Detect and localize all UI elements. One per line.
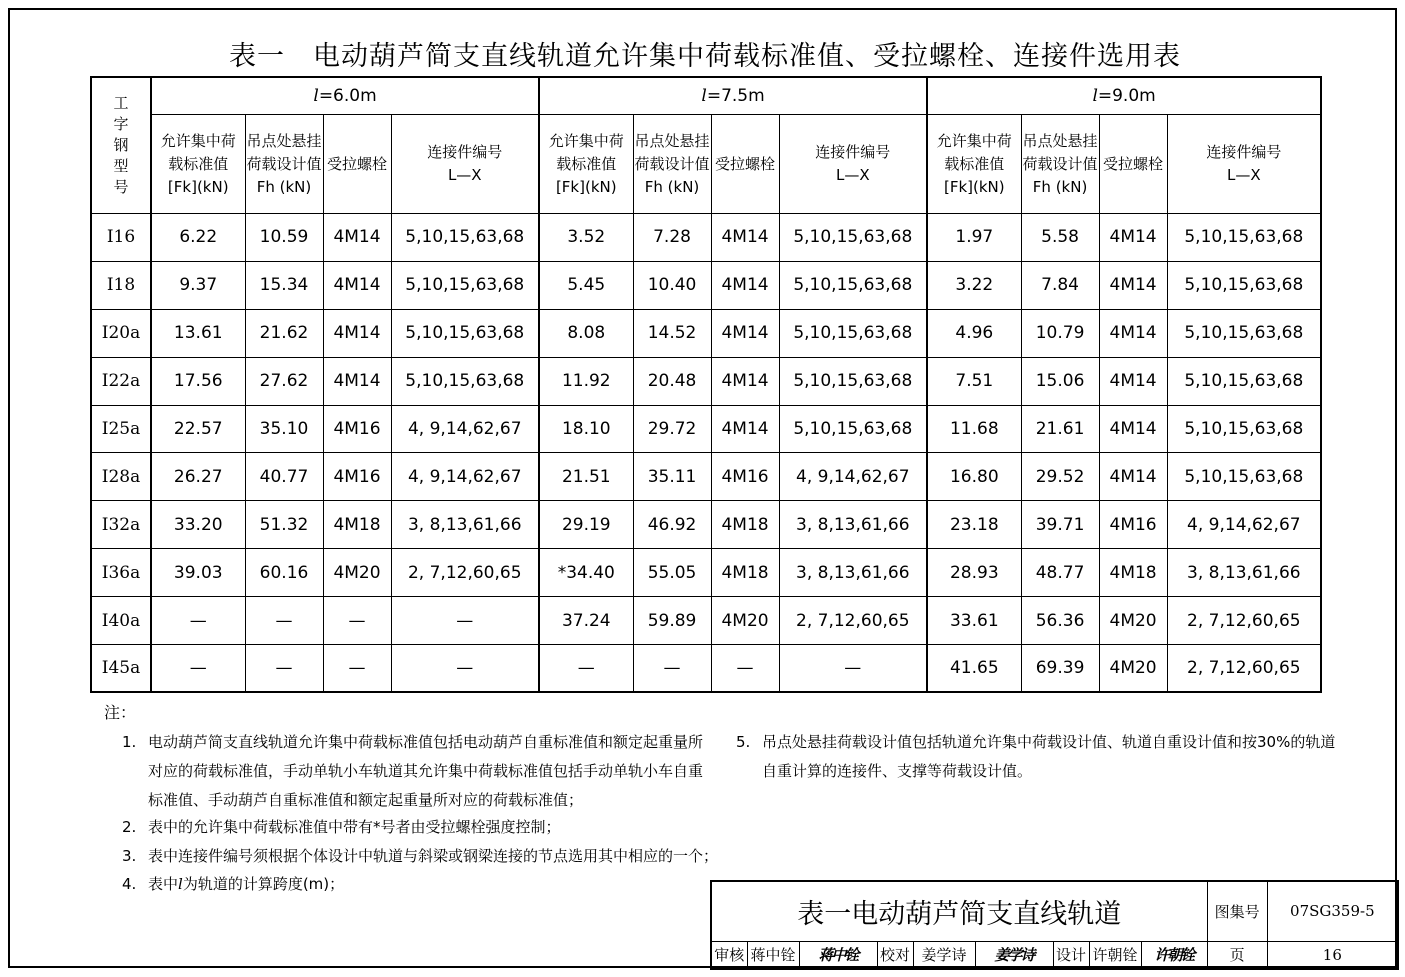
- allow-header-line: [Fk](kN): [167, 177, 229, 196]
- connector-cell: 4, 9,14,62,67: [391, 405, 539, 453]
- allow-header-3: [927, 115, 1021, 214]
- design-load-cell: 55.05: [633, 549, 711, 597]
- allow-load-cell: 21.51: [539, 453, 633, 501]
- span-header-7-5m: l=7.5m: [539, 77, 927, 115]
- connector-header-line: L—X: [835, 166, 870, 184]
- connector-cell: 5,10,15,63,68: [1167, 453, 1321, 501]
- title-block: [710, 880, 1399, 970]
- allow-load-cell: 22.57: [151, 405, 245, 453]
- check-label: 校对: [877, 941, 913, 969]
- span-header-6m: l=6.0m: [151, 77, 539, 115]
- connector-cell: 2, 7,12,60,65: [391, 549, 539, 597]
- bolt-cell: 4M20: [711, 597, 779, 645]
- connector-cell: 5,10,15,63,68: [391, 309, 539, 357]
- atlas-number: 07SG359-5: [1267, 881, 1398, 941]
- bolt-header-3: [1099, 115, 1167, 214]
- check-signature: 姜学诗: [975, 941, 1053, 969]
- design-load-cell: 35.11: [633, 453, 711, 501]
- bolt-cell: 4M14: [1099, 309, 1167, 357]
- span-header-9m: l=9.0m: [927, 77, 1321, 115]
- allow-header-2: [539, 115, 633, 214]
- design-signature: 许朝铨: [1141, 941, 1207, 969]
- allow-load-cell: 23.18: [927, 501, 1021, 549]
- allow-header-line: 允许集中荷: [936, 131, 1012, 150]
- connector-header-line: 连接件编号: [1206, 143, 1282, 161]
- bolt-cell: 4M14: [1099, 405, 1167, 453]
- design-load-header-line: 荷载设计值: [634, 154, 710, 173]
- allow-load-cell: 1.97: [927, 214, 1021, 262]
- bolt-cell: 4M16: [711, 453, 779, 501]
- connector-cell: 4, 9,14,62,67: [779, 453, 927, 501]
- allow-load-cell: —: [151, 597, 245, 645]
- allow-load-cell: 33.20: [151, 501, 245, 549]
- allow-header-line: 载标准值: [556, 154, 617, 173]
- bolt-cell: —: [323, 597, 391, 645]
- note-3: 3. 表中连接件编号须根据个体设计中轨道与斜梁或钢梁连接的节点选用其中相应的一个；: [122, 847, 719, 865]
- bolt-cell: 4M14: [1099, 261, 1167, 309]
- design-load-cell: 29.72: [633, 405, 711, 453]
- allow-load-cell: 5.45: [539, 261, 633, 309]
- table-row: [91, 501, 1321, 549]
- sub-header-row: [91, 115, 1321, 214]
- beam-type-cell: I16: [91, 214, 151, 262]
- design-load-cell: —: [245, 597, 323, 645]
- allow-load-cell: 39.03: [151, 549, 245, 597]
- beam-type-cell: I18: [91, 261, 151, 309]
- bolt-cell: 4M18: [711, 501, 779, 549]
- design-load-cell: 14.52: [633, 309, 711, 357]
- connector-cell: 5,10,15,63,68: [1167, 261, 1321, 309]
- connector-cell: 5,10,15,63,68: [1167, 405, 1321, 453]
- bolt-cell: —: [323, 645, 391, 693]
- bolt-cell: 4M18: [1099, 549, 1167, 597]
- allow-header-line: 允许集中荷: [160, 131, 236, 150]
- table-row: [91, 357, 1321, 405]
- allow-load-cell: *34.40: [539, 549, 633, 597]
- allow-load-cell: 3.22: [927, 261, 1021, 309]
- bolt-cell: 4M14: [711, 214, 779, 262]
- connector-cell: 5,10,15,63,68: [779, 357, 927, 405]
- design-load-cell: 10.40: [633, 261, 711, 309]
- table-row: [91, 645, 1321, 693]
- design-load-header-line: Fh (kN): [256, 177, 312, 196]
- allow-header-line: [Fk](kN): [943, 177, 1005, 196]
- allow-load-cell: 4.96: [927, 309, 1021, 357]
- allow-load-cell: 6.22: [151, 214, 245, 262]
- design-load-cell: 69.39: [1021, 645, 1099, 693]
- bolt-cell: 4M16: [1099, 501, 1167, 549]
- allow-load-cell: 41.65: [927, 645, 1021, 693]
- design-load-cell: —: [633, 645, 711, 693]
- bolt-cell: 4M14: [711, 261, 779, 309]
- design-load-cell: 21.62: [245, 309, 323, 357]
- design-load-cell: 35.10: [245, 405, 323, 453]
- beam-type-cell: I25a: [91, 405, 151, 453]
- span-header-row: [91, 77, 1321, 115]
- beam-type-cell: I28a: [91, 453, 151, 501]
- atlas-label: 图集号: [1207, 881, 1267, 941]
- beam-type-cell: I32a: [91, 501, 151, 549]
- allow-load-cell: 7.51: [927, 357, 1021, 405]
- allow-load-cell: —: [539, 645, 633, 693]
- design-load-header-line: 吊点处悬挂: [1022, 131, 1098, 150]
- allow-load-cell: 3.52: [539, 214, 633, 262]
- design-label: 设计: [1053, 941, 1089, 969]
- allow-load-cell: 33.61: [927, 597, 1021, 645]
- notes-label: 注：: [104, 703, 137, 722]
- allow-load-cell: 37.24: [539, 597, 633, 645]
- design-load-cell: 39.71: [1021, 501, 1099, 549]
- connector-header-line: L—X: [447, 166, 482, 184]
- beam-type-cell: I36a: [91, 549, 151, 597]
- connector-header-1: [391, 115, 539, 214]
- allow-load-cell: 9.37: [151, 261, 245, 309]
- drawing-title: 表一电动葫芦简支直线轨道: [711, 881, 1207, 941]
- connector-cell: 5,10,15,63,68: [391, 261, 539, 309]
- design-load-cell: 59.89: [633, 597, 711, 645]
- connector-header-line: 连接件编号: [427, 143, 503, 161]
- allow-load-cell: 18.10: [539, 405, 633, 453]
- connector-cell: 5,10,15,63,68: [1167, 214, 1321, 262]
- allow-load-cell: 16.80: [927, 453, 1021, 501]
- connector-cell: 5,10,15,63,68: [391, 214, 539, 262]
- design-load-cell: 60.16: [245, 549, 323, 597]
- connector-cell: 2, 7,12,60,65: [1167, 645, 1321, 693]
- design-name: 许朝铨: [1089, 941, 1141, 969]
- bolt-header-1: [323, 115, 391, 214]
- connector-cell: 3, 8,13,61,66: [779, 501, 927, 549]
- design-load-cell: 15.06: [1021, 357, 1099, 405]
- table-row: [91, 261, 1321, 309]
- review-signature: 蒋中铨: [799, 941, 877, 969]
- design-load-header-line: Fh (kN): [1032, 177, 1088, 196]
- design-load-cell: 21.61: [1021, 405, 1099, 453]
- design-load-cell: 46.92: [633, 501, 711, 549]
- selection-table: [90, 76, 1322, 693]
- allow-load-cell: 13.61: [151, 309, 245, 357]
- connector-cell: 5,10,15,63,68: [391, 357, 539, 405]
- design-load-cell: 27.62: [245, 357, 323, 405]
- design-load-cell: 7.84: [1021, 261, 1099, 309]
- design-load-cell: 48.77: [1021, 549, 1099, 597]
- design-load-header-line: 吊点处悬挂: [634, 131, 710, 150]
- bolt-header-line: 受拉螺栓: [1103, 154, 1164, 173]
- connector-cell: —: [391, 597, 539, 645]
- table-row: [91, 405, 1321, 453]
- bolt-header-line: 受拉螺栓: [326, 154, 387, 173]
- note-4: 4. 表中l为轨道的计算跨度(m)；: [122, 875, 345, 893]
- design-load-header-2: [633, 115, 711, 214]
- connector-cell: 2, 7,12,60,65: [1167, 597, 1321, 645]
- bolt-cell: 4M20: [323, 549, 391, 597]
- allow-header-line: 载标准值: [168, 154, 229, 173]
- bolt-cell: 4M14: [323, 214, 391, 262]
- connector-cell: 5,10,15,63,68: [779, 214, 927, 262]
- row-header-label: 工 字 钢 型 号: [113, 94, 129, 196]
- design-load-cell: 40.77: [245, 453, 323, 501]
- connector-header-line: 连接件编号: [815, 143, 891, 161]
- design-load-header-line: 荷载设计值: [246, 154, 322, 173]
- beam-type-cell: I22a: [91, 357, 151, 405]
- page-label: 页: [1207, 941, 1267, 969]
- allow-load-cell: 26.27: [151, 453, 245, 501]
- table-row: [91, 597, 1321, 645]
- review-label: 审核: [711, 941, 747, 969]
- bolt-cell: 4M14: [1099, 214, 1167, 262]
- design-load-cell: 56.36: [1021, 597, 1099, 645]
- bolt-header-2: [711, 115, 779, 214]
- bolt-cell: 4M14: [711, 405, 779, 453]
- row-header-cell: [91, 77, 151, 214]
- allow-header-line: [Fk](kN): [555, 177, 617, 196]
- bolt-header-line: 受拉螺栓: [715, 154, 776, 173]
- design-load-header-1: [245, 115, 323, 214]
- design-load-header-line: 吊点处悬挂: [246, 131, 322, 150]
- allow-header-line: 允许集中荷: [548, 131, 624, 150]
- beam-type-cell: I45a: [91, 645, 151, 693]
- connector-cell: 4, 9,14,62,67: [1167, 501, 1321, 549]
- beam-type-cell: I40a: [91, 597, 151, 645]
- design-load-cell: 10.59: [245, 214, 323, 262]
- design-load-cell: 29.52: [1021, 453, 1099, 501]
- connector-cell: —: [779, 645, 927, 693]
- table-row: [91, 549, 1321, 597]
- page-number: 16: [1267, 941, 1398, 969]
- design-load-cell: 5.58: [1021, 214, 1099, 262]
- bolt-cell: 4M14: [323, 357, 391, 405]
- connector-cell: 5,10,15,63,68: [1167, 309, 1321, 357]
- allow-load-cell: 17.56: [151, 357, 245, 405]
- title-block-row-1: [711, 881, 1398, 941]
- check-name: 姜学诗: [913, 941, 975, 969]
- note-2: 2. 表中的允许集中荷载标准值中带有*号者由受拉螺栓强度控制；: [122, 818, 561, 836]
- allow-header-line: 载标准值: [944, 154, 1005, 173]
- bolt-cell: 4M18: [711, 549, 779, 597]
- table-body: [91, 214, 1321, 693]
- design-load-cell: 20.48: [633, 357, 711, 405]
- bolt-cell: 4M14: [1099, 453, 1167, 501]
- design-load-cell: —: [245, 645, 323, 693]
- connector-cell: 5,10,15,63,68: [779, 309, 927, 357]
- bolt-cell: 4M16: [323, 453, 391, 501]
- design-load-header-line: Fh (kN): [644, 177, 700, 196]
- bolt-cell: 4M14: [711, 357, 779, 405]
- allow-load-cell: 11.92: [539, 357, 633, 405]
- connector-cell: 5,10,15,63,68: [779, 261, 927, 309]
- bolt-cell: 4M14: [323, 261, 391, 309]
- note-5: 5. 吊点处悬挂荷载设计值包括轨道允许集中荷载设计值、轨道自重设计值和按30%的轨道 自重计算的连接件、支撑等荷载设计值。: [736, 733, 1336, 780]
- table-row: [91, 309, 1321, 357]
- allow-load-cell: 29.19: [539, 501, 633, 549]
- connector-cell: —: [391, 645, 539, 693]
- design-load-cell: 10.79: [1021, 309, 1099, 357]
- title-block-row-2: [711, 941, 1398, 969]
- connector-cell: 2, 7,12,60,65: [779, 597, 927, 645]
- allow-load-cell: 28.93: [927, 549, 1021, 597]
- bolt-cell: —: [711, 645, 779, 693]
- allow-load-cell: 11.68: [927, 405, 1021, 453]
- design-load-cell: 7.28: [633, 214, 711, 262]
- bolt-cell: 4M18: [323, 501, 391, 549]
- bolt-cell: 4M14: [711, 309, 779, 357]
- connector-cell: 3, 8,13,61,66: [779, 549, 927, 597]
- connector-cell: 5,10,15,63,68: [779, 405, 927, 453]
- bolt-cell: 4M16: [323, 405, 391, 453]
- note-1: 1. 电动葫芦简支直线轨道允许集中荷载标准值包括电动葫芦自重标准值和额定起重量所 对应的荷载标准值，手动单轨小车轨道其允许集中荷载标准值包括手动单轨小车自重 标准值、手动葫芦自重标准值和额定起重量所对应的荷载标准值；: [122, 733, 704, 809]
- review-name: 蒋中铨: [747, 941, 799, 969]
- bolt-cell: 4M14: [1099, 357, 1167, 405]
- table-row: [91, 453, 1321, 501]
- table-row: [91, 214, 1321, 262]
- allow-load-cell: —: [151, 645, 245, 693]
- design-load-cell: 15.34: [245, 261, 323, 309]
- connector-header-3: [1167, 115, 1321, 214]
- connector-cell: 3, 8,13,61,66: [1167, 549, 1321, 597]
- connector-header-2: [779, 115, 927, 214]
- design-load-cell: 51.32: [245, 501, 323, 549]
- bolt-cell: 4M20: [1099, 597, 1167, 645]
- page-title: 表一 电动葫芦简支直线轨道允许集中荷载标准值、受拉螺栓、连接件选用表: [229, 41, 1181, 72]
- allow-header-1: [151, 115, 245, 214]
- allow-load-cell: 8.08: [539, 309, 633, 357]
- design-load-header-3: [1021, 115, 1099, 214]
- design-load-header-line: 荷载设计值: [1022, 154, 1098, 173]
- connector-cell: 4, 9,14,62,67: [391, 453, 539, 501]
- connector-cell: 5,10,15,63,68: [1167, 357, 1321, 405]
- bolt-cell: 4M14: [323, 309, 391, 357]
- bolt-cell: 4M20: [1099, 645, 1167, 693]
- connector-header-line: L—X: [1227, 166, 1261, 184]
- connector-cell: 3, 8,13,61,66: [391, 501, 539, 549]
- beam-type-cell: I20a: [91, 309, 151, 357]
